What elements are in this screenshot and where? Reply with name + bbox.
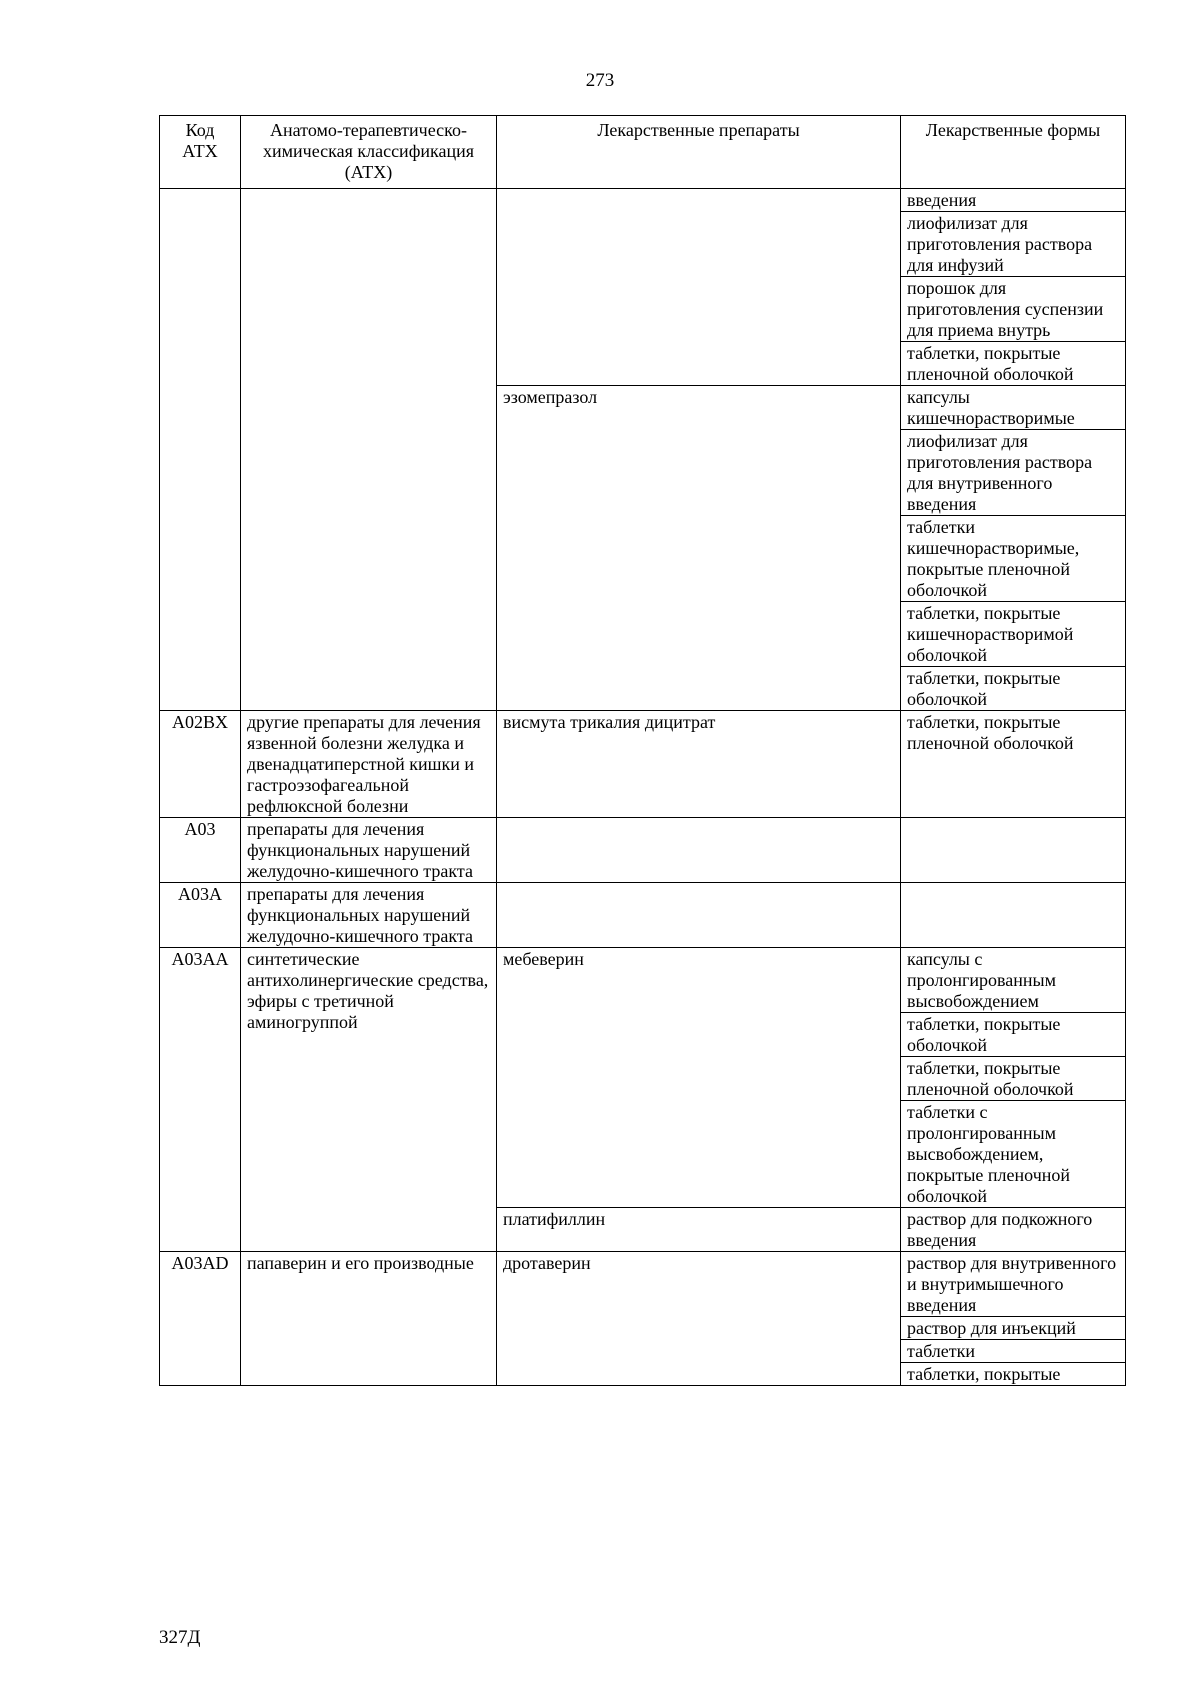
dosage-form-cell: таблетки с пролонгированным высвобождением, покрытые пленочной оболочкой	[901, 1101, 1126, 1208]
dosage-form-cell: раствор для инъекций	[901, 1317, 1126, 1340]
atc-classification-cell: препараты для лечения функциональных нарушений желудочно-кишечного тракта	[241, 818, 497, 883]
header-code: Код АТХ	[160, 116, 241, 189]
page-number: 273	[585, 70, 615, 91]
dosage-form-cell: порошок для приготовления суспензии для приема внутрь	[901, 277, 1126, 342]
dosage-form-cell: введения	[901, 189, 1126, 212]
atc-classification-cell: препараты для лечения функциональных нарушений желудочно-кишечного тракта	[241, 883, 497, 948]
atc-code-cell	[160, 189, 241, 711]
dosage-form-cell: таблетки кишечнорастворимые, покрытые пленочной оболочкой	[901, 516, 1126, 602]
table-row	[160, 1252, 1126, 1317]
dosage-form-cell: таблетки, покрытые пленочной оболочкой	[901, 342, 1126, 386]
table-row	[160, 711, 1126, 818]
table-row	[160, 189, 1126, 212]
dosage-form-cell: раствор для внутривенного и внутримышечного введения	[901, 1252, 1126, 1317]
dosage-form-cell: таблетки	[901, 1340, 1126, 1363]
dosage-form-cell: таблетки, покрытые оболочкой	[901, 1013, 1126, 1057]
header-forms: Лекарственные формы	[901, 116, 1126, 189]
dosage-form-cell	[901, 818, 1126, 883]
header-classification: Анатомо-терапевтическо-химическая классификация (АТХ)	[241, 116, 497, 189]
drug-name-cell: эзомепразол	[497, 386, 901, 711]
table-body	[160, 189, 1126, 1386]
drug-name-cell: висмута трикалия дицитрат	[497, 711, 901, 818]
atc-classification-cell: другие препараты для лечения язвенной болезни желудка и двенадцатиперстной кишки и гастроэзофагеальной рефлюксной болезни	[241, 711, 497, 818]
dosage-form-cell: капсулы с пролонгированным высвобождением	[901, 948, 1126, 1013]
atc-classification-cell: папаверин и его производные	[241, 1252, 497, 1386]
drug-name-cell	[497, 189, 901, 386]
atc-code-cell: A02BX	[160, 711, 241, 818]
dosage-form-cell: таблетки, покрытые оболочкой	[901, 667, 1126, 711]
table-row	[160, 948, 1126, 1013]
dosage-form-cell: таблетки, покрытые пленочной оболочкой	[901, 711, 1126, 818]
drug-name-cell	[497, 818, 901, 883]
atc-code-cell: A03	[160, 818, 241, 883]
footer-document-code: 327Д	[159, 1627, 201, 1648]
atc-code-cell: A03AD	[160, 1252, 241, 1386]
dosage-form-cell: лиофилизат для приготовления раствора для внутривенного введения	[901, 430, 1126, 516]
header-drugs: Лекарственные препараты	[497, 116, 901, 189]
atc-classification-cell	[241, 189, 497, 711]
dosage-form-cell	[901, 883, 1126, 948]
drug-name-cell: мебеверин	[497, 948, 901, 1208]
table-header-row	[160, 116, 1126, 189]
dosage-form-cell: капсулы кишечнорастворимые	[901, 386, 1126, 430]
dosage-form-cell: лиофилизат для приготовления раствора для инфузий	[901, 212, 1126, 277]
atc-code-cell: A03AA	[160, 948, 241, 1252]
atc-classification-cell: синтетические антихолинергические средства, эфиры с третичной аминогруппой	[241, 948, 497, 1252]
dosage-form-cell: таблетки, покрытые кишечнорастворимой оболочкой	[901, 602, 1126, 667]
table-row	[160, 883, 1126, 948]
drug-name-cell: платифиллин	[497, 1208, 901, 1252]
dosage-form-cell: таблетки, покрытые пленочной оболочкой	[901, 1057, 1126, 1101]
dosage-form-cell: раствор для подкожного введения	[901, 1208, 1126, 1252]
atc-drug-table	[159, 115, 1126, 1386]
drug-name-cell: дротаверин	[497, 1252, 901, 1386]
dosage-form-cell: таблетки, покрытые	[901, 1363, 1126, 1386]
atc-code-cell: A03A	[160, 883, 241, 948]
table-row	[160, 818, 1126, 883]
drug-name-cell	[497, 883, 901, 948]
